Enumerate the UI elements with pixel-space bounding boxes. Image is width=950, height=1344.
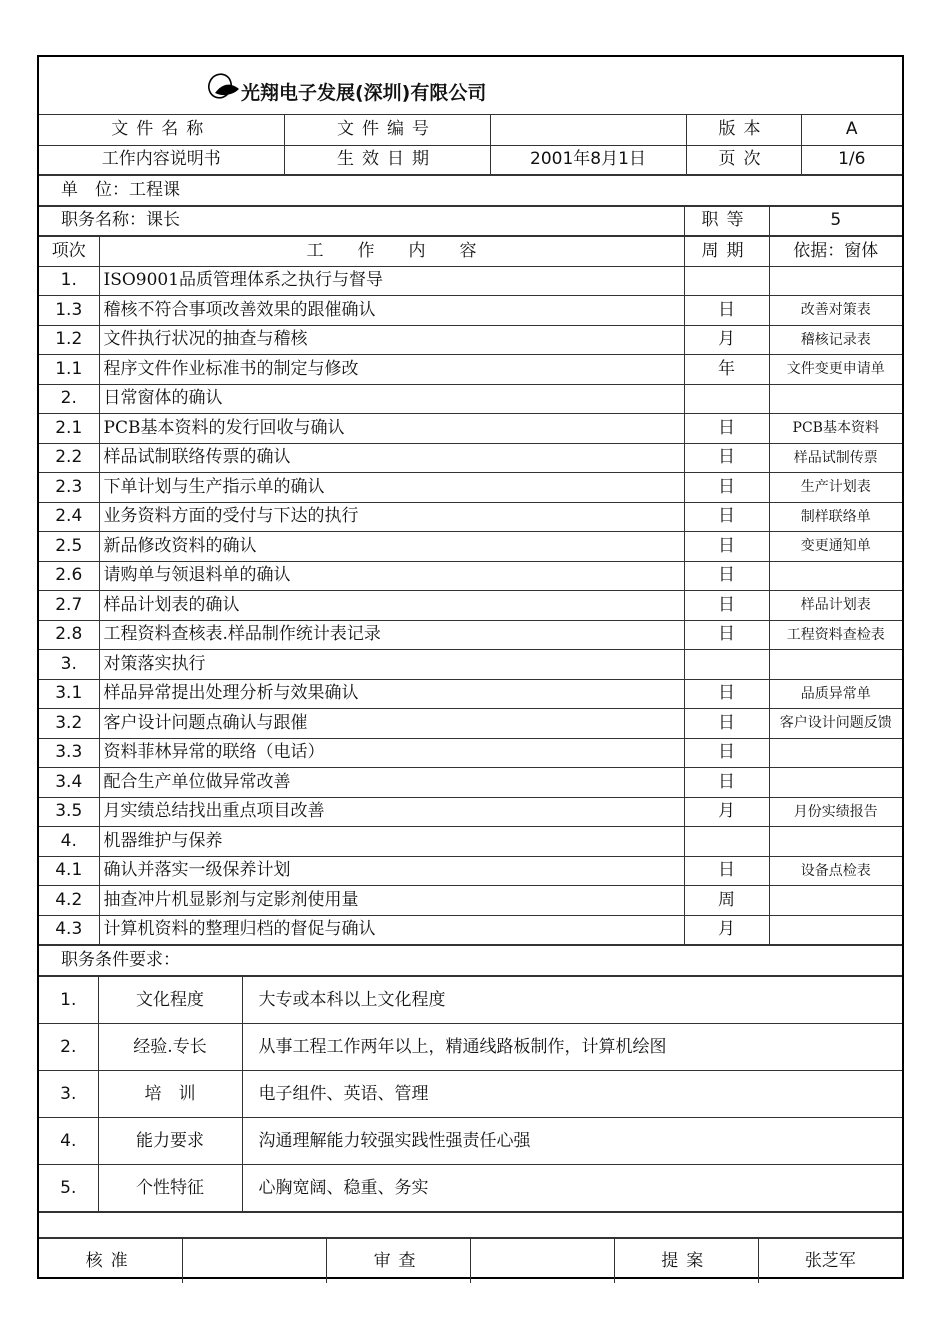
task-content: 确认并落实一级保养计划 [99,856,684,886]
requirement-value: 心胸宽阔、稳重、务实 [242,1165,902,1212]
task-period: 年 [684,355,769,385]
task-no: 4.3 [39,915,99,945]
task-period [684,827,769,857]
task-no: 1.2 [39,325,99,355]
task-content: 配合生产单位做异常改善 [99,768,684,798]
task-row [39,414,902,444]
version-label: 版本 [686,115,801,145]
task-row [39,915,902,945]
task-row [39,679,902,709]
task-row [39,384,902,414]
effective-date-value: 2001年8月1日 [490,145,686,174]
task-row [39,856,902,886]
task-row [39,296,902,326]
requirement-no: 1. [39,977,98,1024]
task-period: 日 [684,620,769,650]
company-header [39,57,902,115]
task-basis: 客户设计问题反馈 [769,709,902,739]
requirement-row [39,977,902,1024]
requirement-label: 经验.专长 [98,1024,242,1071]
task-basis [769,266,902,296]
page-value: 1/6 [801,145,902,174]
grade-label: 职等 [684,206,769,235]
task-basis: 品质异常单 [769,679,902,709]
task-period: 周 [684,886,769,916]
task-no: 4.1 [39,856,99,886]
requirement-row [39,1071,902,1118]
position-table [39,206,902,236]
task-no: 3.1 [39,679,99,709]
task-basis: 月份实绩报告 [769,797,902,827]
task-no: 2.7 [39,591,99,621]
requirement-row [39,1024,902,1071]
task-basis: PCB基本资料 [769,414,902,444]
task-basis [769,915,902,945]
approve-label: 核准 [39,1239,183,1284]
approve-value [183,1239,327,1284]
col-content-header: 工 作 内 容 [99,236,684,266]
doc-name-value: 工作内容说明书 [39,145,284,174]
header-table [39,115,902,175]
task-row [39,738,902,768]
task-basis: 稽核记录表 [769,325,902,355]
requirements-table [39,976,902,1212]
requirement-label: 个性特征 [98,1165,242,1212]
task-basis: 制样联络单 [769,502,902,532]
task-row [39,561,902,591]
task-period: 日 [684,738,769,768]
task-row [39,502,902,532]
task-no: 3.3 [39,738,99,768]
doc-no-value [490,115,686,145]
task-row [39,591,902,621]
requirement-no: 5. [39,1165,98,1212]
col-no-header: 项次 [39,236,99,266]
task-row [39,325,902,355]
company-logo-icon [207,71,243,101]
task-content: PCB基本资料的发行回收与确认 [99,414,684,444]
task-row [39,620,902,650]
task-row [39,266,902,296]
unit-table [39,175,902,206]
task-row [39,473,902,503]
task-period: 日 [684,679,769,709]
task-content: 日常窗体的确认 [99,384,684,414]
task-basis [769,561,902,591]
task-content: 计算机资料的整理归档的督促与确认 [99,915,684,945]
task-no: 3.2 [39,709,99,739]
requirements-title: 职务条件要求： [39,946,902,976]
task-row [39,532,902,562]
propose-value: 张芝军 [758,1239,902,1284]
task-no: 4. [39,827,99,857]
task-no: 2.6 [39,561,99,591]
task-basis [769,886,902,916]
col-period-header: 周期 [684,236,769,266]
task-period: 日 [684,296,769,326]
task-no: 2.8 [39,620,99,650]
task-basis [769,650,902,680]
task-no: 3.5 [39,797,99,827]
task-row [39,709,902,739]
position-title: 职务名称：课长 [39,206,684,235]
task-basis: 改善对策表 [769,296,902,326]
task-content: 抽查冲片机显影剂与定影剂使用量 [99,886,684,916]
task-period: 日 [684,443,769,473]
task-content: 稽核不符合事项改善效果的跟催确认 [99,296,684,326]
task-row [39,443,902,473]
task-period: 日 [684,561,769,591]
task-content: 业务资料方面的受付与下达的执行 [99,502,684,532]
task-basis [769,384,902,414]
requirement-no: 3. [39,1071,98,1118]
task-table [39,236,902,946]
requirement-row [39,1165,902,1212]
task-no: 4.2 [39,886,99,916]
document-frame [37,55,904,1279]
col-basis-header: 依据：窗体 [769,236,902,266]
task-no: 2.5 [39,532,99,562]
task-no: 3.4 [39,768,99,798]
task-period: 月 [684,915,769,945]
doc-name-label: 文件名称 [39,115,284,145]
requirement-row [39,1118,902,1165]
signoff-table [39,1238,902,1283]
task-basis: 文件变更申请单 [769,355,902,385]
task-period [684,384,769,414]
page-label: 页次 [686,145,801,174]
requirement-value: 从事工程工作两年以上，精通线路板制作，计算机绘图 [242,1024,902,1071]
requirement-no: 4. [39,1118,98,1165]
task-content: ISO9001品质管理体系之执行与督导 [99,266,684,296]
task-basis [769,738,902,768]
requirement-label: 文化程度 [98,977,242,1024]
task-no: 2.1 [39,414,99,444]
unit-field: 单 位：工程课 [39,175,902,205]
task-no: 2. [39,384,99,414]
task-period [684,650,769,680]
task-row [39,827,902,857]
task-basis [769,768,902,798]
task-content: 样品计划表的确认 [99,591,684,621]
task-period: 月 [684,797,769,827]
requirement-label: 能力要求 [98,1118,242,1165]
requirement-value: 大专或本科以上文化程度 [242,977,902,1024]
task-row [39,650,902,680]
task-no: 2.3 [39,473,99,503]
task-content: 程序文件作业标准书的制定与修改 [99,355,684,385]
requirements-title-table [39,945,902,976]
task-basis: 样品试制传票 [769,443,902,473]
task-basis: 生产计划表 [769,473,902,503]
task-period: 日 [684,856,769,886]
task-content: 资料菲林异常的联络（电话） [99,738,684,768]
task-basis: 样品计划表 [769,591,902,621]
task-basis: 工程资料查检表 [769,620,902,650]
blank-row [39,1213,902,1238]
task-no: 2.4 [39,502,99,532]
task-no: 1.1 [39,355,99,385]
propose-label: 提案 [614,1239,758,1284]
task-row [39,886,902,916]
task-content: 月实绩总结找出重点项目改善 [99,797,684,827]
task-no: 2.2 [39,443,99,473]
task-basis: 变更通知单 [769,532,902,562]
requirement-value: 电子组件、英语、管理 [242,1071,902,1118]
version-value: A [801,115,902,145]
task-period: 日 [684,532,769,562]
review-value [470,1239,614,1284]
task-row [39,797,902,827]
task-no: 3. [39,650,99,680]
task-period [684,266,769,296]
task-period: 日 [684,768,769,798]
doc-no-label: 文件编号 [284,115,490,145]
task-content: 新品修改资料的确认 [99,532,684,562]
task-content: 机器维护与保养 [99,827,684,857]
task-no: 1. [39,266,99,296]
task-content: 样品试制联络传票的确认 [99,443,684,473]
task-content: 工程资料查核表.样品制作统计表记录 [99,620,684,650]
requirement-label: 培 训 [98,1071,242,1118]
task-content: 下单计划与生产指示单的确认 [99,473,684,503]
grade-value: 5 [769,206,902,235]
requirement-no: 2. [39,1024,98,1071]
task-period: 日 [684,709,769,739]
task-period: 日 [684,591,769,621]
task-basis [769,827,902,857]
effective-date-label: 生效日期 [284,145,490,174]
task-content: 客户设计问题点确认与跟催 [99,709,684,739]
task-period: 日 [684,502,769,532]
blank-spacer-table [39,1212,902,1238]
review-label: 审查 [327,1239,471,1284]
requirement-value: 沟通理解能力较强实践性强责任心强 [242,1118,902,1165]
task-period: 日 [684,473,769,503]
task-row [39,355,902,385]
task-content: 样品异常提出处理分析与效果确认 [99,679,684,709]
company-name: 光翔电子发展(深圳)有限公司 [241,82,487,104]
task-no: 1.3 [39,296,99,326]
task-row [39,768,902,798]
task-period: 日 [684,414,769,444]
task-period: 月 [684,325,769,355]
task-content: 请购单与领退料单的确认 [99,561,684,591]
task-basis: 设备点检表 [769,856,902,886]
task-content: 文件执行状况的抽查与稽核 [99,325,684,355]
task-content: 对策落实执行 [99,650,684,680]
